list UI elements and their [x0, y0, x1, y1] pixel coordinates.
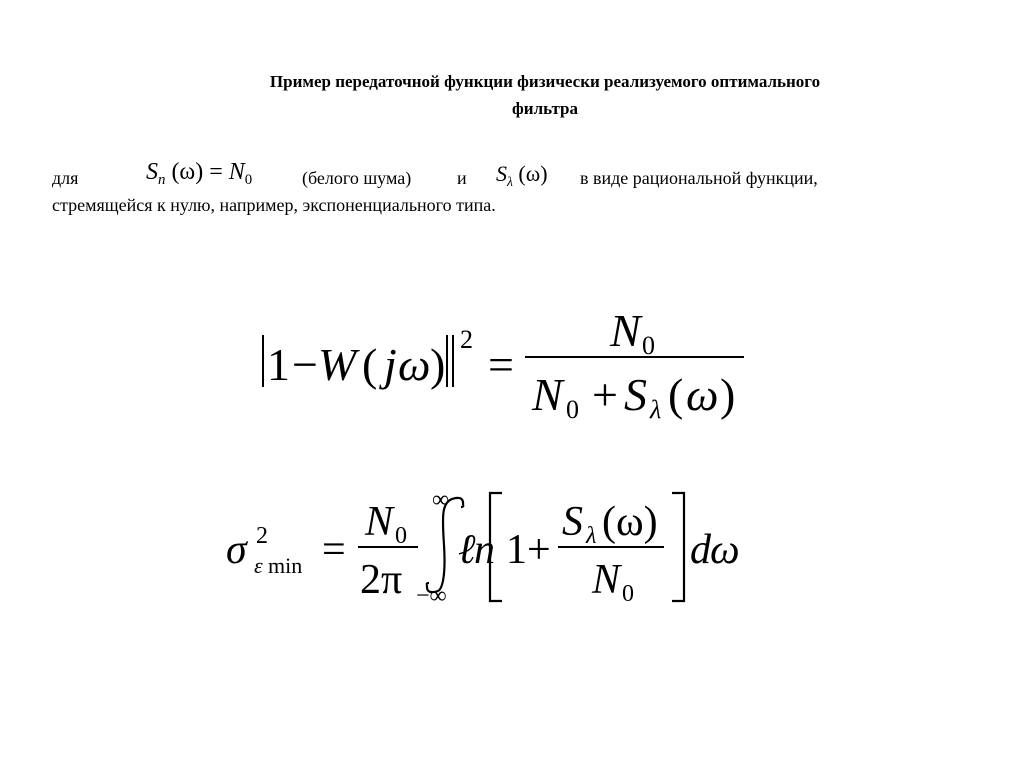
eq2-omega: ω [710, 527, 740, 573]
symbol-N: N [228, 159, 245, 185]
eq1-W: W [318, 339, 357, 390]
text-white-noise: (белого шума) [302, 168, 412, 188]
eq2-ln-l: ℓ [458, 527, 476, 573]
text-rational: в виде рациональной функции, [580, 168, 818, 188]
bracket-right [672, 493, 684, 601]
eq2-integral-upper-limit: ∞ [432, 487, 450, 513]
eq2-inner-num-S: S [562, 499, 583, 545]
text-and: и [457, 168, 467, 188]
eq2-sigma-sup-2: 2 [256, 523, 268, 549]
eq1-omega: ω [398, 339, 431, 390]
eq1-num-sub-0: 0 [642, 331, 655, 360]
paragraph-line-1 [52, 168, 78, 189]
eq1-den-lambda: λ [650, 395, 662, 424]
subscript-n: n [158, 172, 166, 189]
slide-title-line-2: фильтра [512, 99, 578, 118]
paragraph-line-2: стремящейся к нулю, например, экспоненциального типа. [52, 195, 496, 215]
eq1-num-N: N [610, 305, 641, 356]
eq1-den-S: S [624, 369, 647, 420]
eq2-integral-lower-limit: −∞ [416, 583, 447, 609]
inline-formula-sn [146, 159, 253, 189]
argument-omega: (ω) [518, 161, 548, 186]
eq1-den-sub-0: 0 [566, 395, 579, 424]
eq2-equals: = [322, 527, 346, 573]
eq2-inner-num-lambda: λ [586, 523, 597, 549]
eq1-equals: = [488, 339, 514, 390]
slide-title [0, 68, 1024, 122]
eq1-den-paren-open: ( [668, 369, 684, 420]
equals-sign: = [209, 159, 223, 185]
argument-omega: (ω) [171, 159, 204, 185]
eq2-frac-num-N: N [365, 499, 394, 545]
eq1-den-N: N [532, 369, 563, 420]
inline-formula-slambda [496, 161, 548, 187]
eq1-exponent-2: 2 [460, 325, 473, 354]
eq1-one: 1 [267, 339, 290, 390]
eq2-sigma-sub-min: min [268, 553, 303, 578]
eq2-sigma-sub-epsilon: ε [254, 553, 263, 578]
eq2-inner-den-sub-0: 0 [622, 581, 634, 607]
eq1-den-omega: ω [686, 369, 719, 420]
subscript-lambda: λ [507, 173, 513, 189]
eq2-sigma: σ [226, 527, 247, 573]
eq2-frac-den-2pi: 2π [360, 557, 403, 603]
eq1-den-plus: + [592, 369, 618, 420]
eq2-inner-num-omega: (ω) [602, 499, 658, 545]
eq1-den-paren-close: ) [720, 369, 736, 420]
eq2-d: d [690, 527, 711, 573]
eq1-paren-close: ) [430, 339, 446, 390]
text-for: для [52, 168, 79, 188]
eq2-ln-n: n [474, 527, 495, 573]
eq2-frac-num-sub-0: 0 [395, 523, 407, 549]
eq1-minus: − [292, 339, 318, 390]
subscript-0: 0 [244, 172, 253, 189]
symbol-S: S [146, 159, 158, 185]
slide-title-line-1: Пример передаточной функции физически реализуемого оптимального [269, 72, 821, 91]
symbol-S: S [496, 161, 507, 186]
eq1-j: j [384, 339, 397, 390]
eq1-paren-open: ( [362, 339, 378, 390]
eq2-inner-den-N: N [592, 557, 621, 603]
eq2-one-plus: 1+ [506, 527, 551, 573]
equation-transfer-function [250, 300, 770, 430]
equation-min-error-variance [220, 485, 760, 610]
